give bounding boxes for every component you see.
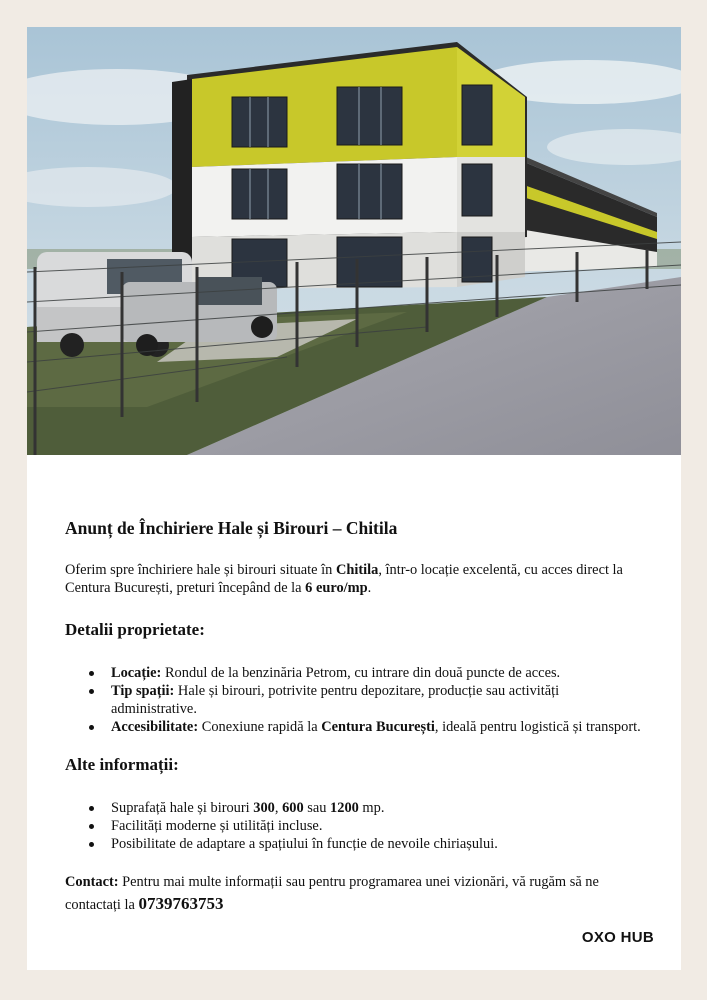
- list-item-surface: Suprafață hale și birouri 300, 600 sau 1200 mp.: [111, 799, 645, 817]
- flyer-page: [27, 27, 681, 970]
- list-item-adaptation: Posibilitate de adaptare a spațiului în funcție de nevoile chiriașului.: [111, 835, 645, 853]
- phone-number: 0739763753: [138, 894, 224, 913]
- announcement-title: Anunț de Închiriere Hale și Birouri – Chitila: [65, 518, 398, 538]
- intro-paragraph: Oferim spre închiriere hale și birouri situate în Chitila, într-o locație excelentă, cu acces direct la Centura București, preturi începând de la 6 euro/mp.: [65, 562, 623, 596]
- brand-logo-text: OXO HUB: [581, 929, 654, 946]
- contact-paragraph: Contact: Pentru mai multe informații sau pentru programarea unei vizionări, vă rugăm să ne contactați la 0739763753: [65, 874, 599, 913]
- announcement-text: [65, 517, 645, 916]
- list-item-accessibility: Accesibilitate: Conexiune rapidă la Centura București, ideală pentru logistică și transport.: [111, 718, 645, 736]
- other-info-list: [65, 799, 645, 853]
- list-item-space-type: Tip spații: Hale și birouri, potrivite pentru depozitare, producție sau activități administrative.: [111, 682, 645, 718]
- details-heading: Detalii proprietate:: [65, 620, 205, 639]
- other-info-heading: Alte informații:: [65, 755, 179, 774]
- list-item-facilities: Facilități moderne și utilități incluse.: [111, 817, 645, 835]
- list-item-location: Locație: Rondul de la benzinăria Petrom, cu intrare din două puncte de acces.: [111, 664, 645, 682]
- details-list: [65, 664, 645, 736]
- building-rendering-image: [27, 27, 681, 455]
